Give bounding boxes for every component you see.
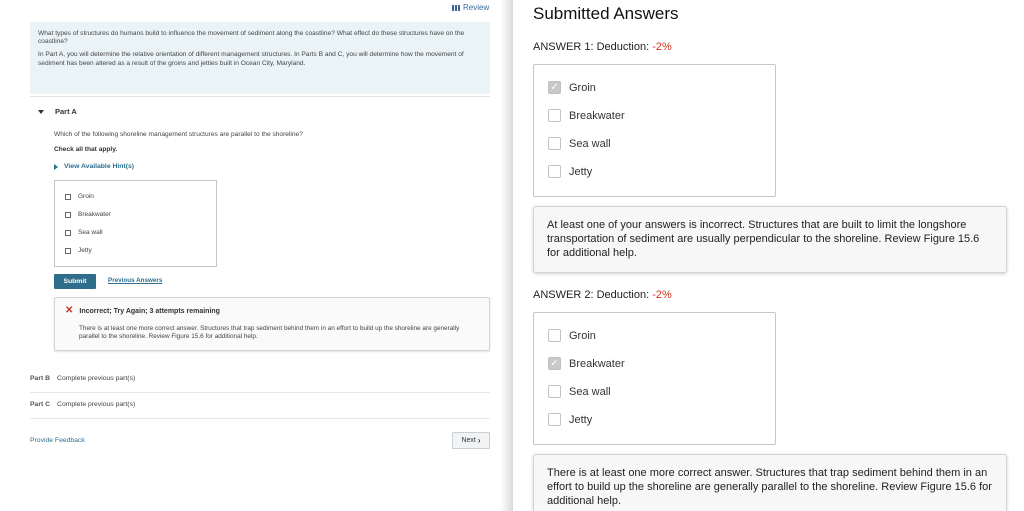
answer-2-feedback: There is at least one more correct answer. Structures that trap sediment behind them in an effort to build up the shoreline are generally parallel to the shoreline. Review Figure 15.6 for additional help. bbox=[533, 454, 1007, 511]
part-b-label: Part B bbox=[30, 375, 51, 382]
answer-choice bbox=[548, 413, 592, 426]
panel-title: Submitted Answers bbox=[533, 4, 679, 23]
provide-feedback-link[interactable]: Provide Feedback bbox=[30, 437, 85, 444]
answer-1-choices bbox=[533, 64, 776, 197]
answer-label: ANSWER 2: Deduction: bbox=[533, 289, 653, 301]
answer-choice bbox=[548, 357, 625, 370]
view-hints-link[interactable] bbox=[54, 163, 134, 170]
option-groin[interactable] bbox=[65, 193, 94, 200]
part-b-status: Complete previous part(s) bbox=[57, 375, 136, 382]
option-sea-wall[interactable] bbox=[65, 229, 103, 236]
incorrect-x-icon: ✕ bbox=[65, 305, 74, 316]
option-breakwater[interactable] bbox=[65, 211, 111, 218]
feedback-title-text: Incorrect; Try Again; 3 attempts remaining bbox=[79, 307, 220, 315]
answer-2-choices bbox=[533, 312, 776, 445]
review-label: Review bbox=[463, 3, 490, 12]
part-a-toggle[interactable] bbox=[38, 107, 77, 116]
caret-right-icon bbox=[54, 164, 58, 170]
choice-label: Groin bbox=[569, 329, 596, 342]
instruction-text: Check all that apply. bbox=[54, 146, 118, 153]
feedback-box bbox=[54, 297, 490, 351]
submitted-answers-panel bbox=[513, 0, 1024, 511]
next-label: Next bbox=[461, 437, 476, 444]
checkbox bbox=[548, 329, 561, 342]
divider bbox=[30, 96, 490, 97]
choice-label: Sea wall bbox=[569, 385, 611, 398]
checkbox-checked bbox=[548, 81, 561, 94]
choice-label: Breakwater bbox=[569, 357, 625, 370]
option-label: Breakwater bbox=[78, 211, 111, 218]
answer-choice bbox=[548, 137, 611, 150]
answer-2-heading bbox=[533, 289, 672, 301]
part-c-status: Complete previous part(s) bbox=[57, 401, 136, 408]
mastering-question-pane bbox=[0, 0, 510, 511]
checkbox bbox=[548, 109, 561, 122]
intro-panel bbox=[30, 22, 490, 94]
check-icon: ✓ bbox=[550, 81, 559, 93]
previous-answers-link[interactable]: Previous Answers bbox=[108, 277, 163, 284]
option-jetty[interactable] bbox=[65, 247, 92, 254]
answer-label: ANSWER 1: Deduction: bbox=[533, 41, 653, 53]
intro-paragraph-2: In Part A, you will determine the relative orientation of different management structures. In Parts B and C, you will determine how the movement of sediment has been altered as a result of the groins and jetties built in Ocean City, Maryland. bbox=[38, 51, 464, 67]
feedback-title bbox=[65, 307, 220, 315]
review-grid-icon bbox=[452, 5, 460, 11]
checkbox bbox=[548, 385, 561, 398]
intro-paragraph-1: What types of structures do humans build to influence the movement of sediment along the coastline? What effect do these structures have on the coastline? bbox=[38, 30, 465, 46]
part-a-title: Part A bbox=[55, 107, 77, 116]
next-button[interactable] bbox=[452, 432, 490, 449]
option-label: Jetty bbox=[78, 247, 92, 254]
choice-label: Groin bbox=[569, 81, 596, 94]
choice-label: Jetty bbox=[569, 165, 593, 178]
check-icon: ✓ bbox=[550, 357, 559, 369]
answer-1-heading bbox=[533, 41, 672, 53]
part-b-row bbox=[30, 375, 135, 382]
checkbox[interactable] bbox=[65, 194, 71, 200]
checkbox bbox=[548, 137, 561, 150]
answer-choice bbox=[548, 81, 596, 94]
review-link[interactable] bbox=[452, 3, 489, 12]
part-c-row bbox=[30, 401, 135, 408]
part-c-label: Part C bbox=[30, 401, 51, 408]
option-label: Groin bbox=[78, 193, 94, 200]
choice-label: Jetty bbox=[569, 413, 593, 426]
caret-down-icon bbox=[38, 110, 44, 114]
chevron-right-icon: › bbox=[477, 436, 481, 445]
answer-1-feedback: At least one of your answers is incorrect. Structures that are built to limit the longshore transportation of sediment are usually perpendicular to the shoreline. Review Figure 15.6 for additional help. bbox=[533, 206, 1007, 273]
checkbox[interactable] bbox=[65, 230, 71, 236]
choice-label: Breakwater bbox=[569, 109, 625, 122]
question-text: Which of the following shoreline management structures are parallel to the shoreline? bbox=[54, 131, 303, 138]
submit-button[interactable]: Submit bbox=[54, 274, 96, 289]
answer-choice bbox=[548, 109, 625, 122]
checkbox[interactable] bbox=[65, 212, 71, 218]
option-label: Sea wall bbox=[78, 229, 103, 236]
checkbox bbox=[548, 413, 561, 426]
options-box bbox=[54, 180, 217, 267]
answer-choice bbox=[548, 329, 596, 342]
answer-choice bbox=[548, 385, 611, 398]
checkbox[interactable] bbox=[65, 248, 71, 254]
choice-label: Sea wall bbox=[569, 137, 611, 150]
checkbox-checked bbox=[548, 357, 561, 370]
answer-choice bbox=[548, 165, 592, 178]
deduction-value: -2% bbox=[652, 41, 672, 53]
feedback-text: There is at least one more correct answer. Structures that trap sediment behind them in an effort to build up the shoreline are generally parallel to the shoreline. Review Figure 15.6 for additional help. bbox=[79, 325, 460, 340]
deduction-value: -2% bbox=[652, 289, 672, 301]
checkbox bbox=[548, 165, 561, 178]
divider bbox=[30, 418, 490, 419]
divider bbox=[30, 392, 490, 393]
hints-label: View Available Hint(s) bbox=[64, 163, 135, 170]
